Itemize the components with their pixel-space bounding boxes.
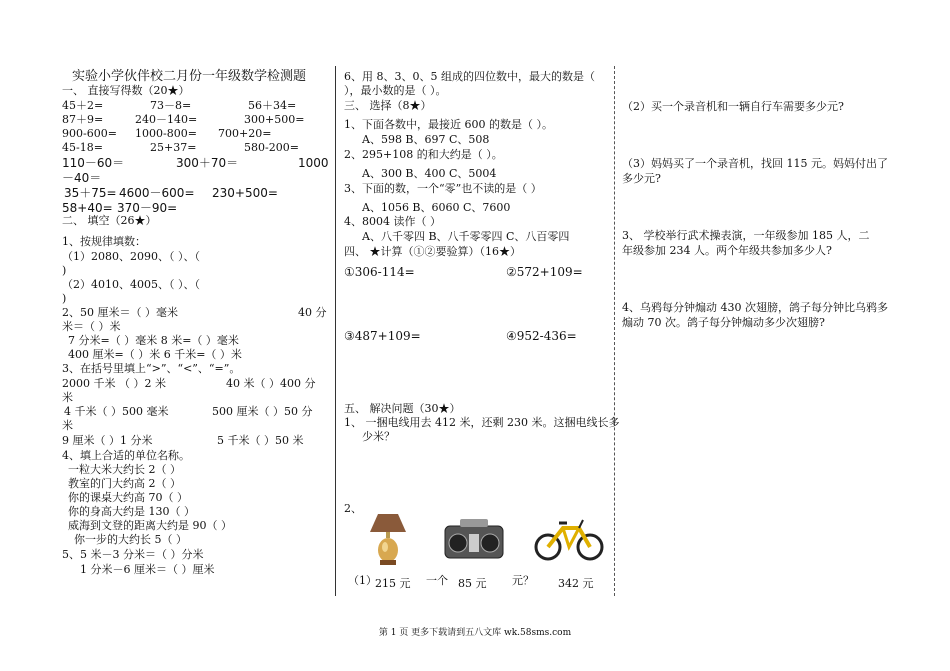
- calc-item: 45-18=: [62, 141, 103, 154]
- question-options: A、300 B、400 C、5004: [362, 167, 497, 180]
- calc-big-item: －40＝: [62, 171, 102, 185]
- calc-item: 700+20=: [218, 127, 272, 140]
- calc-big-item: 4600－600=: [119, 186, 195, 200]
- calc-item: 45＋2=: [62, 99, 104, 112]
- calc-big-item: 110－60＝: [62, 156, 125, 170]
- calc-big-item: 58+40=: [62, 201, 113, 215]
- section-2-heading: 二、 填空（26★）: [62, 214, 157, 227]
- calc-item: 240－140=: [135, 113, 198, 126]
- question-text: 1、 一捆电线用去 412 米，还剩 230 米。这捆电线长多: [344, 416, 620, 429]
- calc-big-item: 35＋75=: [64, 186, 117, 200]
- question-text: 2000 千米 （ ）2 米: [62, 377, 166, 390]
- question-text: 7 分米=（ ）毫米 8 米=（ ）毫米: [68, 334, 239, 347]
- question-text: 5 千米（ ）50 米: [217, 434, 304, 447]
- question-text: 1、按规律填数：: [62, 235, 146, 248]
- question-text: 4、8004 读作（ ）: [344, 215, 441, 228]
- question-text: 年级参加 234 人。两个年级共参加多少人?: [622, 244, 832, 257]
- price-label-radio: 85 元: [458, 577, 487, 590]
- question-text: 2、: [344, 502, 362, 515]
- question-text: （2）4010、4005、（ ）、（: [62, 278, 200, 291]
- section-4-heading: 四、 ★计算（①②要验算）（16★）: [344, 245, 521, 258]
- question-text: 米＝（ ）米: [62, 320, 121, 333]
- question-text: 教室的门大约高 2（ ）: [68, 477, 181, 490]
- question-text: 2、295+108 的和大约是（ ）。: [344, 148, 503, 161]
- question-text: 少米？: [362, 430, 395, 443]
- question-text: 40 米（ ）400 分: [226, 377, 316, 390]
- question-text: 9 厘米（ ）1 分米: [62, 434, 153, 447]
- question-options: A、八千零四 B、八千零零四 C、八百零四: [362, 230, 570, 243]
- question-text: 1、下面各数中，最接近 600 的数是（ ）。: [344, 118, 553, 131]
- question-text: 你的身高大约是 130（ ）: [68, 505, 195, 518]
- question-text: 元？: [512, 574, 534, 587]
- question-text: ），最小数的是（ ）。: [344, 84, 447, 97]
- section-1-heading: 一、 直接写得数（20★）: [62, 84, 190, 97]
- price-label-lamp: 215 元: [375, 577, 411, 590]
- calc-big-item: 1000: [298, 156, 329, 170]
- question-text: ): [62, 292, 67, 305]
- lamp-picture: [368, 512, 408, 568]
- question-text: 4、乌鸦每分钟煽动 430 次翅膀，鸽子每分钟比乌鸦多: [622, 301, 888, 314]
- question-text: 你一步的大约长 5（ ）: [74, 533, 187, 546]
- question-text: 40 分: [298, 306, 327, 319]
- page-footer: 第 1 页 更多下载请到五八文库 wk.58sms.com: [378, 628, 572, 638]
- bicycle-picture: [533, 514, 605, 562]
- column-divider-1: [335, 66, 336, 596]
- question-text: 400 厘米=（ ）米 6 千米=（ ）米: [68, 348, 242, 361]
- question-text: （1）2080、2090、（ ）、（: [62, 250, 200, 263]
- question-text: 多少元?: [622, 172, 661, 185]
- question-text: 6、用 8、3、0、5 组成的四位数中，最大的数是（: [344, 70, 595, 83]
- question-text: （3）妈妈买了一个录音机，找回 115 元。妈妈付出了: [622, 157, 888, 170]
- calc-big-item: 230+500=: [212, 186, 278, 200]
- question-options: A、598 B、697 C、508: [362, 133, 490, 146]
- calc-item: 56＋34=: [248, 99, 297, 112]
- calc-item: 73－8=: [150, 99, 192, 112]
- calc-exercise: ②572+109=: [506, 265, 583, 279]
- calc-exercise: ④952-436=: [506, 329, 577, 343]
- question-text: （2）买一个录音机和一辆自行车需要多少元?: [622, 100, 844, 113]
- question-text: 4、填上合适的单位名称。: [62, 449, 190, 462]
- question-text: 米: [62, 391, 73, 404]
- question-text: 你的课桌大约高 70（ ）: [68, 491, 188, 504]
- question-text: 米: [62, 419, 73, 432]
- section-3-heading: 三、 选择（8★）: [344, 99, 432, 112]
- calc-big-item: 300＋70＝: [176, 156, 239, 170]
- question-options: A、1056 B、6060 C、7600: [362, 201, 511, 214]
- calc-item: 300+500=: [244, 113, 305, 126]
- question-text: 4 千米（ ）500 毫米: [64, 405, 169, 418]
- calc-item: 1000-800=: [135, 127, 197, 140]
- price-label-bike: 342 元: [558, 577, 594, 590]
- question-text: 3、在括号里填上“>”、“<”、“=”。: [62, 362, 241, 375]
- calc-item: 87＋9=: [62, 113, 104, 126]
- column-divider-2: [614, 66, 615, 596]
- calc-item: 900-600=: [62, 127, 117, 140]
- question-text: 1 分米－6 厘米＝（ ）厘米: [80, 563, 215, 576]
- calc-big-item: 370－90=: [117, 201, 178, 215]
- calc-exercise: ①306-114=: [344, 265, 415, 279]
- calc-item: 580-200=: [244, 141, 299, 154]
- question-text: （1）: [348, 574, 377, 587]
- question-text: 一粒大米大约长 2（ ）: [68, 463, 181, 476]
- question-text: 5、5 米－3 分米＝（ ）分米: [62, 548, 204, 561]
- calc-item: 25+37=: [150, 141, 197, 154]
- calc-exercise: ③487+109=: [344, 329, 421, 343]
- radio-picture: [442, 516, 506, 562]
- question-text: 3、下面的数，一个“零”也不读的是（ ）: [344, 182, 542, 195]
- exam-title: 实验小学伙伴校二月份一年级数学检测题: [72, 69, 307, 84]
- question-text: 一个: [426, 574, 448, 587]
- question-text: ): [62, 264, 67, 277]
- question-text: 500 厘米（ ）50 分: [212, 405, 313, 418]
- question-text: 威海到文登的距离大约是 90（ ）: [68, 519, 232, 532]
- question-text: 2、50 厘米＝（ ）毫米: [62, 306, 178, 319]
- question-text: 3、 学校举行武术操表演，一年级参加 185 人，二: [622, 229, 870, 242]
- question-text: 煽动 70 次。鸽子每分钟煽动多少次翅膀?: [622, 316, 825, 329]
- section-5-heading: 五、 解决问题（30★）: [344, 402, 461, 415]
